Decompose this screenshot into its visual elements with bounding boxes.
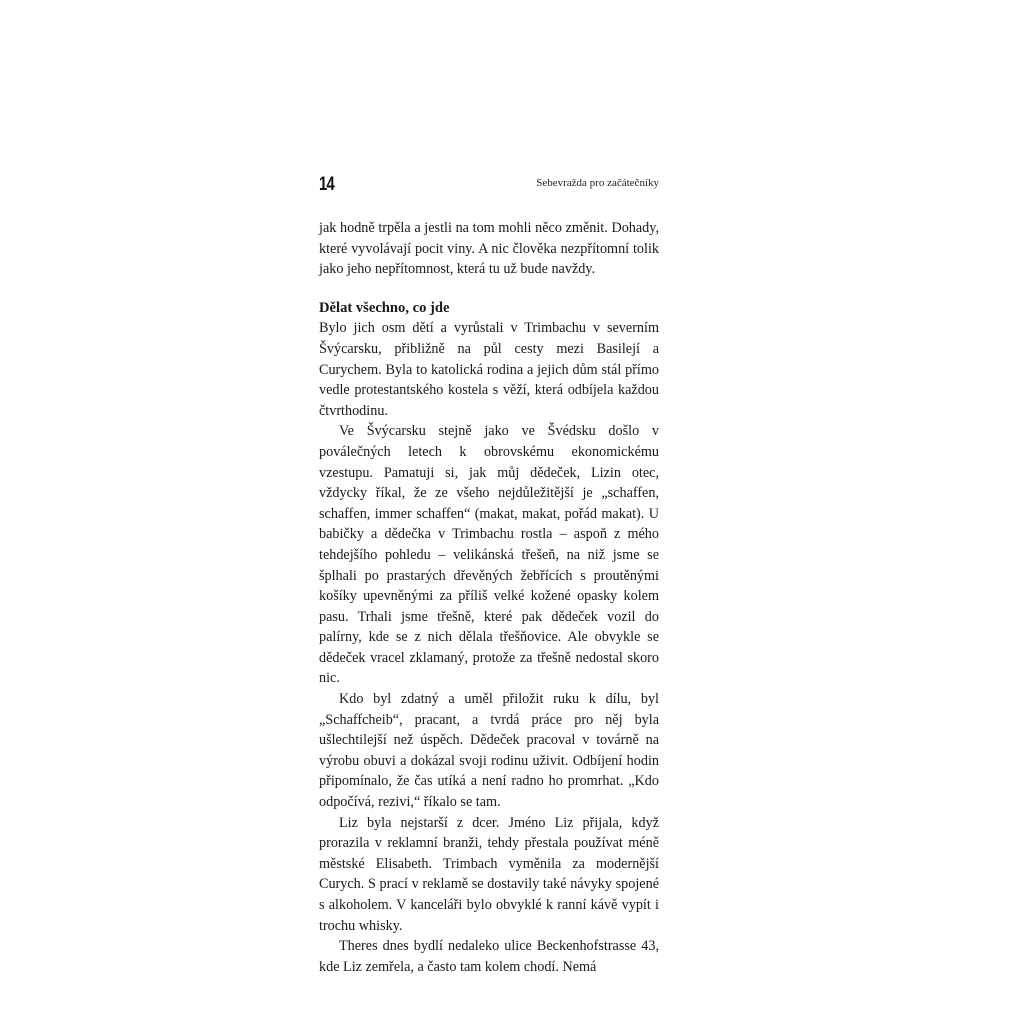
paragraph: Ve Švýcarsku stejně jako ve Švédsku došlo v poválečných letech k obrovskému ekonomickému vzestupu. Pamatuji si, jak můj dědeček, Lizin otec, vždycky říkal, že ze všeho nejdůležitější je „schaffen, schaffen, immer schaffen“ (makat, makat, pořád makat). U babičky a dědečka v Trimbachu rostla – aspoň z mého tehdejšího pohledu – velikánská třešeň, na niž jsme se šplhali po prastarých dřevěných žebřících s proutěnými košíky upevněnými za příliš velké kožené opasky kolem pasu. Trhali jsme třešně, které pak dědeček vozil do palírny, kde se z nich dělala třešňovice. Ale obvykle se dědeček vracel zklamaný, protože za třešně nedostal skoro nic. bbox=[319, 423, 659, 687]
intro-paragraph: jak hodně trpěla a jestli na tom mohli něco změnit. Dohady, které vyvolávají pocit viny. A nic člověka nezpřítomní tolik jako jeho nepřítomnost, která tu už bude navždy. bbox=[319, 220, 659, 278]
running-title: Sebevražda pro začátečníky bbox=[536, 177, 659, 189]
paragraph: Liz byla nejstarší z dcer. Jméno Liz přijala, když prorazila v reklamní branži, tehdy přestala používat méně městské Elisabeth. Trimbach vyměnila za modernější Curych. S prací v reklamě se dostavily také návyky spojené s alkoholem. V kanceláři bylo obvyklé k ranní kávě vypít i trochu whisky. bbox=[319, 814, 659, 934]
paragraph: Theres dnes bydlí nedaleko ulice Beckenhofstrasse 43, kde Liz zemřela, a často tam kolem chodí. Nemá bbox=[319, 938, 659, 975]
page-header bbox=[319, 174, 659, 198]
section-heading: Dělat všechno, co jde bbox=[319, 299, 450, 316]
paragraph: Kdo byl zdatný a uměl přiložit ruku k dílu, byl „Schaffcheib“, pracant, a tvrdá práce pro něj byla ušlechtilejší než úspěch. Dědeček pracoval v továrně na výrobu obuvi a dokázal svoji rodinu uživit. Odbíjení hodin připomínalo, že čas utíká a není radno ho promrhat. „Kdo odpočívá, rezivі,“ říkalo se tam. bbox=[319, 691, 659, 811]
body-text bbox=[319, 218, 659, 977]
page-number: 14 bbox=[319, 174, 334, 195]
paragraph: Bylo jich osm dětí a vyrůstali v Trimbachu v severním Švýcarsku, přibližně na půl cesty mezi Basilejí a Curychem. Byla to katolická rodina a jejich dům stál přímo vedle protestantského kostela s věží, která odbíjela každou čtvrthodinu. bbox=[319, 320, 659, 419]
